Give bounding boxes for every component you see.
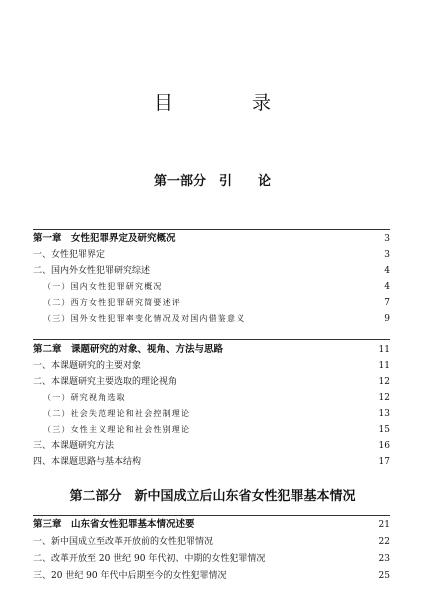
divider [33,229,390,230]
toc-entry[interactable] [33,423,390,437]
toc-page-number: 23 [378,554,390,564]
toc-entry[interactable] [33,569,390,583]
toc-entry[interactable] [33,312,390,326]
toc-chapter-title: 第三章 山东省女性犯罪基本情况述要 [33,519,195,530]
toc-chapter[interactable] [33,343,390,357]
toc-chapter[interactable] [33,232,390,246]
toc-entry[interactable] [33,552,390,566]
page-title: 目 录 [153,92,301,114]
toc-entry-text: （三）女性主义理论和社会性别理论 [43,425,191,434]
toc-chapter[interactable] [33,518,390,532]
toc-page-number: 11 [378,361,390,371]
toc-entry-text: 二、本课题研究主要选取的理论视角 [33,377,178,387]
toc-entry-text: 一、新中国成立至改革开放前的女性犯罪情况 [33,537,214,547]
toc-entry-text: （二）西方女性犯罪研究简要述评 [43,298,181,307]
toc-entry[interactable] [33,535,390,549]
toc-page-number: 17 [378,457,390,467]
part-title: 第一部分 引 论 [153,174,271,189]
toc-page-number: 22 [378,537,390,547]
toc-entry[interactable] [33,407,390,421]
toc-page-number: 3 [384,234,390,244]
toc-page-number: 12 [378,377,390,387]
toc-entry-text: 四、本课题思路与基本结构 [33,457,142,467]
toc-entry[interactable] [33,280,390,294]
toc-chapter-title: 第一章 女性犯罪界定及研究概况 [33,233,176,244]
divider [33,515,390,516]
toc-page-number: 7 [384,298,390,308]
toc-entry-text: 二、改革开放至 20 世纪 90 年代初、中期的女性犯罪情况 [33,554,266,564]
toc-entry-text: 一、女性犯罪界定 [33,250,106,260]
toc-entry[interactable] [33,359,390,373]
toc-entry[interactable] [33,264,390,278]
toc-page-number: 25 [378,571,390,581]
toc-page-number: 4 [384,266,390,276]
toc-entry[interactable] [33,375,390,389]
toc-page-number: 16 [378,441,390,451]
toc-page-number: 3 [384,250,390,260]
toc-page-number: 11 [378,345,390,355]
toc-entry-text: 三、本课题研究方法 [33,441,115,451]
toc-entry[interactable] [33,248,390,262]
toc-page-number: 12 [378,393,390,403]
toc-entry[interactable] [33,391,390,405]
toc-page-number: 15 [378,425,390,435]
part-title: 第二部分 新中国成立后山东省女性犯罪基本情况 [69,489,356,504]
toc-entry-text: 二、国内外女性犯罪研究综述 [33,266,151,276]
toc-page-number: 4 [384,282,390,292]
toc-entry-text: （一）国内女性犯罪研究概况 [43,282,163,291]
toc-entry-text: （一）研究视角选取 [43,393,126,402]
toc-chapter-title: 第二章 课题研究的对象、视角、方法与思路 [33,344,224,355]
toc-entry[interactable] [33,296,390,310]
toc-entry-text: 一、本课题研究的主要对象 [33,361,142,371]
toc-entry[interactable] [33,455,390,469]
divider [33,339,390,340]
toc-page-number: 13 [378,409,390,419]
toc-entry[interactable] [33,439,390,453]
toc-page-number: 9 [384,314,390,324]
toc-entry-text: 三、20 世纪 90 年代中后期至今的女性犯罪情况 [33,571,227,581]
toc-page-number: 21 [378,520,390,530]
toc-entry-text: （二）社会失范理论和社会控制理论 [43,409,191,418]
toc-entry-text: （三）国外女性犯罪率变化情况及对国内借鉴意义 [43,314,246,323]
